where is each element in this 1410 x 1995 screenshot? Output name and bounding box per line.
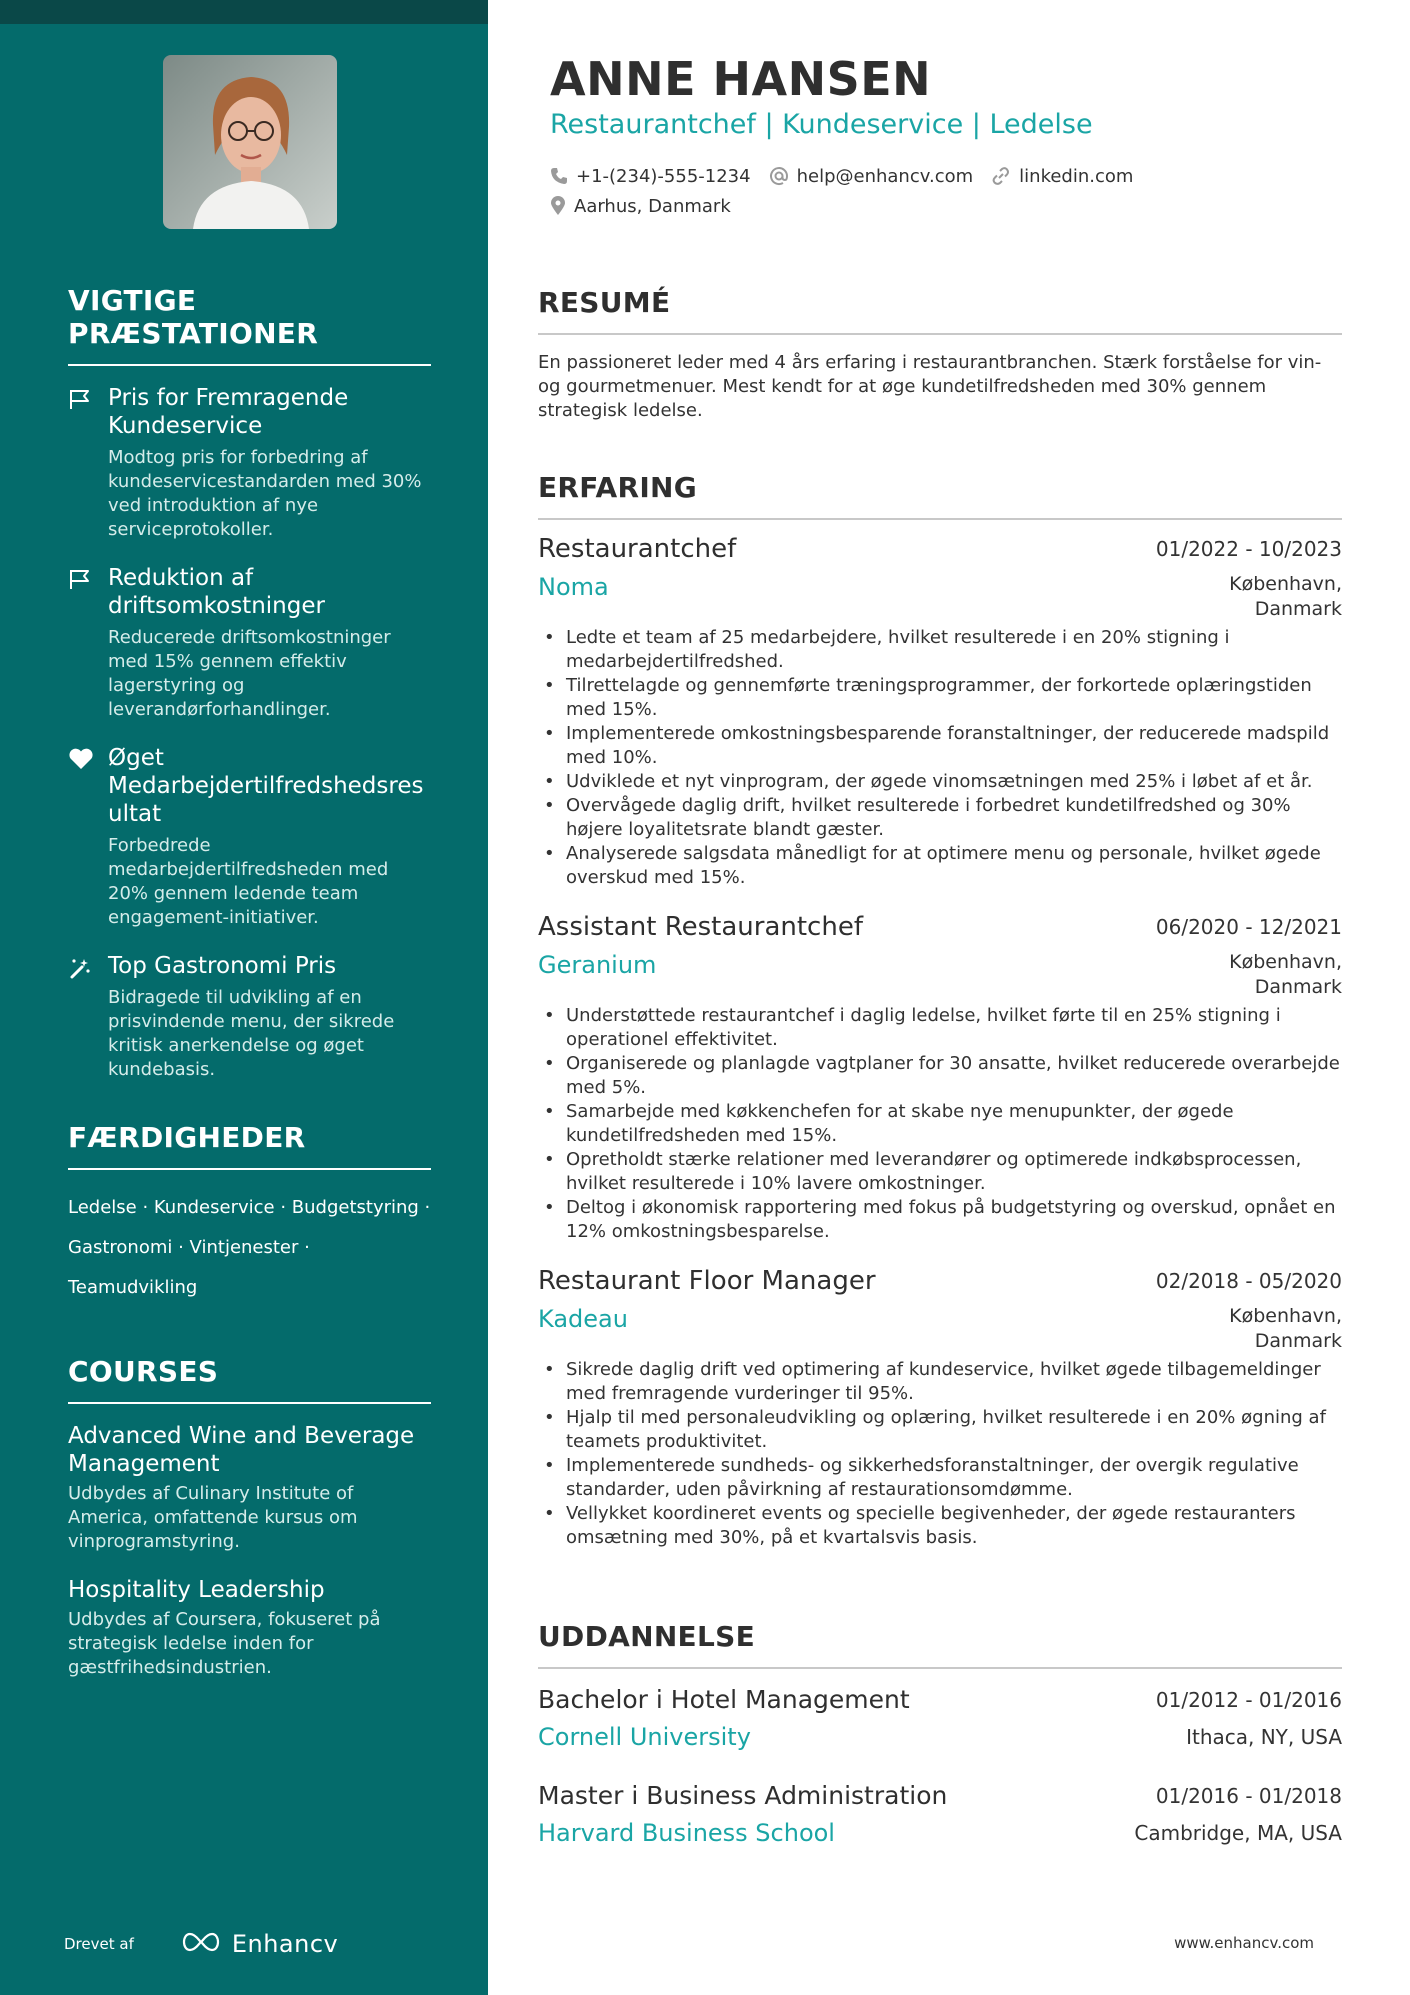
bullet-item: • Udviklede et nyt vinprogram, der øgede vinomsætningen med 25% i løbet af et år. xyxy=(538,770,1342,794)
course-item xyxy=(68,1422,431,1554)
magic-wand-icon xyxy=(68,952,108,1082)
phone-contact[interactable] xyxy=(550,166,751,187)
education-entry xyxy=(538,1683,1342,1753)
bullet-item: • Implementerede sundheds- og sikkerhedsforanstaltninger, der overgik regulative standarder, uden påvirkning af restaurationsomdømme. xyxy=(538,1454,1342,1502)
bullet-item: • Overvågede daglig drift, hvilket resulterede i forbedret kundetilfredshed og 30% højere loyalitetsrate blandt gæster. xyxy=(538,794,1342,842)
achievement-description: Modtog pris for forbedring af kundeservicestandarden med 30% ved introduktion af nye serviceprotokoller. xyxy=(108,447,422,540)
courses-section xyxy=(68,1355,431,1702)
achievement-item xyxy=(68,384,431,542)
phone-text: +1-(234)-555-1234 xyxy=(576,165,751,187)
company-name: Noma xyxy=(538,573,609,601)
company-name: Kadeau xyxy=(538,1305,628,1333)
bullet-item: • Sikrede daglig drift ved optimering af kundeservice, hvilket øgede tilbagemeldinger med fremragende vurderinger til 95%. xyxy=(538,1358,1342,1406)
bullet-item: • Understøttede restaurantchef i daglig ledelse, hvilket førte til en 25% stigning i operationel effektivitet. xyxy=(538,1004,1342,1052)
profile-photo xyxy=(163,55,337,229)
course-title: Hospitality Leadership xyxy=(68,1577,325,1603)
location-text: Aarhus, Danmark xyxy=(574,195,731,217)
bullet-item: • Ledte et team af 25 medarbejdere, hvilket resulterede i en 20% stigning i medarbejdertilfredshed. xyxy=(538,626,1342,674)
phone-icon xyxy=(550,167,568,185)
sidebar-top-bar xyxy=(0,0,488,24)
job-bullets xyxy=(538,626,1342,890)
location-pin-icon xyxy=(550,196,566,216)
skills-section xyxy=(68,1121,431,1308)
footer-url[interactable]: www.enhancv.com xyxy=(1174,1934,1314,1952)
job-title: Restaurant Floor Manager xyxy=(538,1266,876,1296)
contact-info xyxy=(550,161,1151,221)
at-icon xyxy=(769,166,789,186)
course-title: Advanced Wine and Beverage Management xyxy=(68,1423,415,1477)
achievement-item xyxy=(68,952,431,1082)
summary-text: En passioneret leder med 4 års erfaring i restaurantbranchen. Stærk forståelse for vin- og gourmetmenuer. Mest kendt for at øge kundetilfredsheden med 30% gennem strategisk ledelse. xyxy=(538,352,1322,421)
job-dates: 06/2020 - 12/2021 xyxy=(1155,915,1342,939)
bullet-item: • Opretholdt stærke relationer med leverandører og optimerede indkøbsprocessen, hvilket resulterede i 10% lavere omkostninger. xyxy=(538,1148,1342,1196)
job-title: Assistant Restaurantchef xyxy=(538,912,863,942)
job-bullets xyxy=(538,1004,1342,1244)
experience-section xyxy=(538,471,1342,1570)
job-entry xyxy=(538,1264,1342,1550)
brand-name[interactable]: Enhancv xyxy=(231,1930,339,1958)
bullet-item: • Implementerede omkostningsbesparende foranstaltninger, der reducerede madspild med 10%. xyxy=(538,722,1342,770)
bullet-item: • Deltog i økonomisk rapportering med fokus på budgetstyring og overskud, opnået en 12% omkostningsbesparelse. xyxy=(538,1196,1342,1244)
achievement-title: Pris for Fremragende Kundeservice xyxy=(108,385,349,439)
job-dates: 02/2018 - 05/2020 xyxy=(1155,1269,1342,1293)
powered-by xyxy=(64,1930,338,1958)
skills-list xyxy=(68,1188,431,1308)
email-contact[interactable] xyxy=(769,166,974,187)
achievement-description: Bidragede til udvikling af en prisvindende menu, der sikrede kritisk anerkendelse og øget kundebasis. xyxy=(108,987,395,1080)
candidate-tagline: Restaurantchef | Kundeservice | Ledelse xyxy=(550,109,1093,140)
bullet-item: • Tilrettelagde og gennemførte træningsprogrammer, der forkortede oplæringstiden med 15%. xyxy=(538,674,1342,722)
linkedin-contact[interactable] xyxy=(991,166,1133,187)
powered-by-label: Drevet af xyxy=(64,1935,134,1953)
bullet-item: • Organiserede og planlagde vagtplaner for 30 ansatte, hvilket reducerede overarbejde med 5%. xyxy=(538,1052,1342,1100)
flag-icon xyxy=(68,564,108,722)
education-dates: 01/2016 - 01/2018 xyxy=(1155,1784,1342,1808)
education-section xyxy=(538,1620,1342,1875)
course-description: Udbydes af Coursera, fokuseret på strategisk ledelse inden for gæstfrihedsindustrien. xyxy=(68,1609,381,1678)
achievement-title: Reduktion af driftsomkostninger xyxy=(108,565,325,619)
degree-title: Master i Business Administration xyxy=(538,1781,948,1810)
course-description: Udbydes af Culinary Institute of America, omfattende kursus om vinprogramstyring. xyxy=(68,1483,358,1552)
job-entry xyxy=(538,910,1342,1244)
bullet-item: • Analyserede salgsdata månedligt for at optimere menu og personale, hvilket øgede overskud med 15%. xyxy=(538,842,1342,890)
job-location: København, Danmark xyxy=(1229,1305,1342,1352)
job-entry xyxy=(538,532,1342,890)
enhancv-logo-icon[interactable] xyxy=(178,1930,224,1958)
skills-line: Ledelse · Kundeservice · Budgetstyring · xyxy=(68,1197,431,1218)
school-name: Cornell University xyxy=(538,1723,751,1751)
education-heading: UDDANNELSE xyxy=(538,1620,1342,1669)
achievement-title: Øget Medarbejdertilfredshedsresultat xyxy=(108,745,424,827)
courses-heading: COURSES xyxy=(68,1355,431,1404)
candidate-name: ANNE HANSEN xyxy=(550,52,932,106)
skills-heading: FÆRDIGHEDER xyxy=(68,1121,431,1170)
achievement-description: Forbedrede medarbejdertilfredsheden med 20% gennem ledende team engagement-initiativer. xyxy=(108,835,389,928)
degree-title: Bachelor i Hotel Management xyxy=(538,1685,910,1714)
job-title: Restaurantchef xyxy=(538,534,737,564)
education-location: Cambridge, MA, USA xyxy=(1134,1821,1342,1845)
skills-line: Gastronomi · Vintjenester · xyxy=(68,1237,310,1258)
linkedin-text: linkedin.com xyxy=(1019,165,1134,187)
location-contact xyxy=(550,196,731,217)
achievement-title: Top Gastronomi Pris xyxy=(108,953,337,979)
achievements-section xyxy=(68,284,431,1104)
job-dates: 01/2022 - 10/2023 xyxy=(1155,537,1342,561)
company-name: Geranium xyxy=(538,951,657,979)
achievement-description: Reducerede driftsomkostninger med 15% gennem effektiv lagerstyring og leverandørforhandlinger. xyxy=(108,627,391,720)
achievement-item xyxy=(68,744,431,930)
education-location: Ithaca, NY, USA xyxy=(1186,1725,1342,1749)
job-location: København, Danmark xyxy=(1229,573,1342,620)
school-name: Harvard Business School xyxy=(538,1819,835,1847)
job-location: København, Danmark xyxy=(1229,951,1342,998)
flag-icon xyxy=(68,384,108,542)
experience-heading: ERFARING xyxy=(538,471,1342,520)
email-text: help@enhancv.com xyxy=(796,165,974,187)
heart-icon xyxy=(68,744,108,930)
education-dates: 01/2012 - 01/2016 xyxy=(1155,1688,1342,1712)
achievement-item xyxy=(68,564,431,722)
skills-line: Teamudvikling xyxy=(68,1277,198,1298)
link-icon xyxy=(991,166,1011,186)
bullet-item: • Hjalp til med personaleudvikling og oplæring, hvilket resulterede i en 20% øgning af teamets produktivitet. xyxy=(538,1406,1342,1454)
education-entry xyxy=(538,1779,1342,1849)
sidebar xyxy=(0,0,488,1995)
course-item xyxy=(68,1576,431,1680)
summary-heading: RESUMÉ xyxy=(538,286,1342,335)
achievements-heading: VIGTIGE PRÆSTATIONER xyxy=(68,284,431,366)
bullet-item: • Samarbejde med køkkenchefen for at skabe nye menupunkter, der øgede kundetilfredsheden med 15%. xyxy=(538,1100,1342,1148)
bullet-item: • Vellykket koordineret events og specielle begivenheder, der øgede restauranters omsætning med 30%, på et kvartalsvis basis. xyxy=(538,1502,1342,1550)
summary-section xyxy=(538,286,1342,423)
job-bullets xyxy=(538,1358,1342,1550)
